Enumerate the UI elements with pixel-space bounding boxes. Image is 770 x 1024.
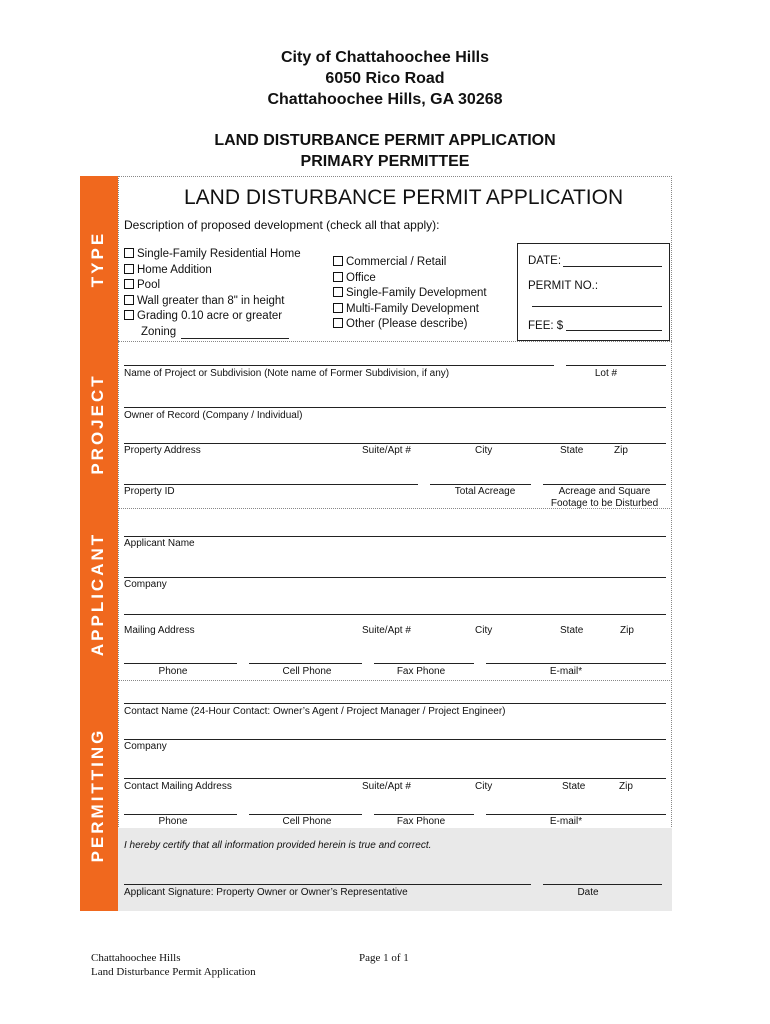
checkbox-wall[interactable]: Wall greater than 8" in height [124,294,285,310]
applicant-mailing-label: Mailing Address [124,625,195,636]
checkbox-home-addition[interactable]: Home Addition [124,263,212,279]
property-id-label: Property ID [124,486,175,497]
applicant-company-line[interactable] [124,577,666,578]
property-address-line[interactable] [124,443,666,444]
contact-email-line[interactable] [486,814,666,815]
checkbox-icon [333,303,343,313]
property-city-label: City [475,445,493,456]
permitting-company-line[interactable] [124,739,666,740]
zoning-label: Zoning [141,325,177,338]
permit-no-input-line[interactable] [532,306,662,307]
applicant-fax-line[interactable] [374,663,474,664]
signature-label: Applicant Signature: Property Owner or Owner’s Representative [124,887,408,898]
applicant-zip-label: Zip [620,625,634,636]
date-input-line[interactable] [563,266,662,267]
applicant-mailing-line[interactable] [124,614,666,615]
checkbox-office[interactable]: Office [333,271,376,287]
contact-phone-line[interactable] [124,814,237,815]
checkbox-sf-development[interactable]: Single-Family Development [333,286,487,302]
section-bar-permitting [80,680,118,911]
project-name-label: Name of Project or Subdivision (Note name of Former Subdivision, if any) [124,368,450,379]
footer-org: Chattahoochee Hills [91,952,181,964]
contact-cell-label: Cell Phone [282,816,332,827]
checkbox-icon [124,295,134,305]
checkbox-grading[interactable]: Grading 0.10 acre or greater [124,309,282,325]
applicant-cell-label: Cell Phone [282,666,332,677]
checkbox-other[interactable]: Other (Please describe) [333,317,467,333]
checkbox-icon [124,264,134,274]
checkbox-icon [124,279,134,289]
applicant-city-label: City [475,625,493,636]
document-title: LAND DISTURBANCE PERMIT APPLICATION [214,132,556,149]
project-name-line[interactable] [124,365,554,366]
applicant-company-label: Company [124,579,167,590]
applicant-fax-label: Fax Phone [396,666,446,677]
signature-date-label: Date [577,887,599,898]
property-zip-label: Zip [614,445,628,456]
separator-project [118,341,672,342]
permit-no-label: PERMIT NO.: [528,280,599,292]
section-bar-type [80,176,118,341]
applicant-state-label: State [560,625,584,636]
section-label-permitting: PERMITTING [88,727,107,863]
permitting-company-label: Company [124,741,167,752]
applicant-email-line[interactable] [486,663,666,664]
contact-cell-line[interactable] [249,814,362,815]
property-id-line[interactable] [124,484,418,485]
section-label-type: TYPE [88,230,107,288]
owner-line[interactable] [124,407,666,408]
property-state-label: State [560,445,584,456]
property-suite-label: Suite/Apt # [362,445,411,456]
property-address-label: Property Address [124,445,201,456]
checkbox-commercial[interactable]: Commercial / Retail [333,255,446,271]
checkbox-pool[interactable]: Pool [124,278,160,294]
applicant-suite-label: Suite/Apt # [362,625,411,636]
applicant-phone-line[interactable] [124,663,237,664]
contact-suite-label: Suite/Apt # [362,781,411,792]
applicant-phone-label: Phone [158,666,188,677]
signature-date-line[interactable] [543,884,662,885]
contact-fax-label: Fax Phone [396,816,446,827]
footer-doc-name: Land Disturbance Permit Application [91,966,256,978]
applicant-name-label: Applicant Name [124,538,195,549]
owner-label: Owner of Record (Company / Individual) [124,410,303,421]
section-label-project: PROJECT [88,373,107,475]
checkbox-icon [333,256,343,266]
checkbox-icon [333,272,343,282]
fee-input-line[interactable] [566,330,662,331]
contact-fax-line[interactable] [374,814,474,815]
section-label-applicant: APPLICANT [88,531,107,657]
total-acreage-label: Total Acreage [454,486,516,497]
contact-state-label: State [562,781,586,792]
checkbox-icon [333,287,343,297]
applicant-name-line[interactable] [124,536,666,537]
contact-zip-label: Zip [619,781,633,792]
applicant-cell-line[interactable] [249,663,362,664]
form-heading: LAND DISTURBANCE PERMIT APPLICATION [184,186,624,209]
lot-line[interactable] [566,365,666,366]
city-state-zip: Chattahoochee Hills, GA 30268 [267,91,503,108]
contact-city-label: City [475,781,493,792]
city-name: City of Chattahoochee Hills [280,49,490,66]
section-bar-applicant [80,508,118,680]
disturbed-label-2: Footage to be Disturbed [550,498,659,509]
street-address: 6050 Rico Road [325,70,445,87]
contact-name-line[interactable] [124,703,666,704]
contact-phone-label: Phone [158,816,188,827]
applicant-email-label: E-mail* [549,666,583,677]
description-prompt: Description of proposed development (check all that apply): [124,218,440,232]
disturbed-label-1: Acreage and Square [558,486,651,497]
contact-mailing-label: Contact Mailing Address [124,781,232,792]
checkbox-single-family-home[interactable]: Single-Family Residential Home [124,247,301,263]
contact-email-label: E-mail* [549,816,583,827]
lot-label: Lot # [594,368,618,379]
document-subtitle: PRIMARY PERMITTEE [300,153,470,170]
signature-line[interactable] [124,884,531,885]
page-number: Page 1 of 1 [359,952,409,964]
section-bar-project [80,341,118,508]
contact-mailing-line[interactable] [124,778,666,779]
checkbox-icon [333,318,343,328]
checkbox-icon [124,248,134,258]
zoning-input-line[interactable] [181,338,289,339]
total-acreage-line[interactable] [430,484,531,485]
disturbed-acreage-line[interactable] [543,484,666,485]
separator-permitting [118,680,672,681]
checkbox-icon [124,310,134,320]
contact-name-label: Contact Name (24-Hour Contact: Owner’s Agent / Project Manager / Project Engineer) [124,706,506,717]
date-label: DATE: [528,255,562,267]
fee-label: FEE: $ [528,320,564,332]
checkbox-mf-development[interactable]: Multi-Family Development [333,302,479,318]
certification-statement: I hereby certify that all information provided herein is true and correct. [124,840,432,851]
